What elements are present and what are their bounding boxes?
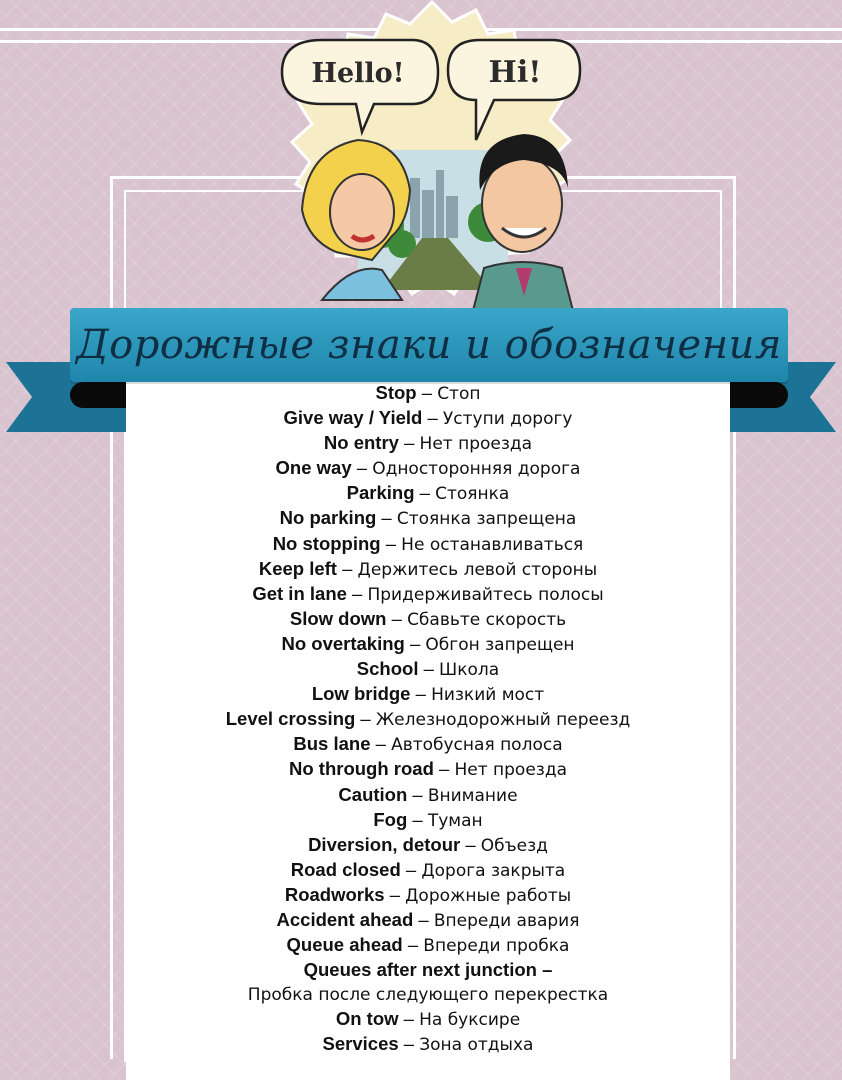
list-item <box>126 1032 730 1057</box>
term-russian: Впереди пробка <box>423 936 570 957</box>
term-russian: Внимание <box>427 785 518 806</box>
list-item <box>126 833 730 858</box>
term-english: Low bridge <box>311 683 411 705</box>
term-russian: Объезд <box>480 835 548 856</box>
term-english: Fog <box>373 808 408 830</box>
term-dash: – <box>402 934 424 956</box>
term-dash: – <box>418 658 440 680</box>
term-russian: Стоянка <box>435 484 510 505</box>
term-russian: Придерживайтесь полосы <box>367 584 604 605</box>
term-russian: Туман <box>427 810 483 831</box>
term-english: No through road <box>288 758 434 780</box>
list-item <box>126 982 730 1007</box>
term-russian: Уступи дорогу <box>442 409 573 430</box>
term-russian: Дорога закрыта <box>421 860 566 881</box>
ribbon-fold-right <box>728 382 788 408</box>
term-english: No entry <box>323 432 399 454</box>
term-dash: – <box>351 457 373 479</box>
list-item <box>126 933 730 958</box>
term-english: No overtaking <box>281 632 405 654</box>
list-item <box>126 456 730 481</box>
term-dash: – <box>398 1033 420 1055</box>
term-english: Keep left <box>258 557 337 579</box>
term-dash: – <box>398 432 420 454</box>
term-russian: Обгон запрещен <box>425 634 575 655</box>
term-russian: Железнодорожный переезд <box>375 710 631 731</box>
list-item <box>126 607 730 632</box>
term-dash: – <box>460 833 481 855</box>
list-item <box>126 481 730 506</box>
term-russian: Дорожные работы <box>405 885 572 906</box>
title-ribbon <box>70 308 788 382</box>
term-english: Diversion, detour <box>308 833 461 855</box>
term-english: Road closed <box>290 858 401 880</box>
term-dash: – <box>407 783 428 805</box>
term-dash: – <box>370 733 392 755</box>
term-dash: – <box>355 708 376 730</box>
term-russian: Низкий мост <box>431 685 545 706</box>
term-dash: – <box>400 858 422 880</box>
list-item <box>126 808 730 833</box>
term-russian: Держитесь левой стороны <box>357 559 598 580</box>
term-english: One way <box>275 457 352 479</box>
term-english: Stop <box>375 382 417 403</box>
term-russian: Впереди авария <box>433 910 580 931</box>
term-dash: – <box>414 482 436 504</box>
term-english: Caution <box>338 783 408 805</box>
term-dash: – <box>422 407 443 429</box>
list-item <box>126 406 730 431</box>
list-item <box>126 858 730 883</box>
term-english: Queue ahead <box>286 934 403 956</box>
list-item <box>126 732 730 757</box>
vocabulary-list <box>126 381 730 1058</box>
term-russian: Не останавливаться <box>401 534 584 555</box>
bubble-hello: Hello! <box>311 58 405 89</box>
term-english: On tow <box>335 1008 399 1030</box>
term-english: Queues after next junction – <box>303 959 553 981</box>
list-item <box>126 883 730 908</box>
term-dash: – <box>336 557 358 579</box>
list-item <box>126 682 730 707</box>
comic-illustration <box>262 0 602 330</box>
list-item <box>126 958 730 982</box>
term-dash: – <box>407 808 428 830</box>
term-russian: Нет проезда <box>454 760 567 781</box>
list-item <box>126 707 730 732</box>
list-item <box>126 657 730 682</box>
term-dash: – <box>413 908 434 930</box>
term-english: No parking <box>279 507 377 529</box>
term-russian: Нет проезда <box>419 434 533 455</box>
term-english: Get in lane <box>252 582 347 604</box>
term-english: School <box>356 658 419 680</box>
term-english: Level crossing <box>225 708 356 730</box>
term-english: Services <box>322 1033 399 1055</box>
term-russian: Зона отдыха <box>419 1035 534 1056</box>
list-item <box>126 532 730 557</box>
term-dash: – <box>433 758 455 780</box>
list-item <box>126 582 730 607</box>
term-english: No stopping <box>272 532 381 554</box>
list-item <box>126 1007 730 1032</box>
term-russian: На буксире <box>419 1010 521 1031</box>
page-title: Дорожные знаки и обозначения <box>76 322 782 368</box>
term-dash: – <box>346 582 368 604</box>
term-dash: – <box>398 1008 420 1030</box>
term-english: Bus lane <box>293 733 371 755</box>
term-russian: Стоп <box>437 384 481 404</box>
term-english: Give way / Yield <box>283 407 423 429</box>
list-item <box>126 431 730 456</box>
term-russian: Односторонняя дорога <box>372 459 581 480</box>
list-item <box>126 908 730 933</box>
term-russian: Стоянка запрещена <box>396 509 577 530</box>
list-item <box>126 381 730 406</box>
list-item <box>126 757 730 782</box>
term-dash: – <box>404 632 426 654</box>
term-dash: – <box>380 532 402 554</box>
term-dash: – <box>410 683 432 705</box>
term-dash: – <box>376 507 397 529</box>
term-english: Roadworks <box>284 883 385 905</box>
list-item <box>126 506 730 531</box>
term-english: Accident ahead <box>276 908 414 930</box>
term-russian: Автобусная полоса <box>391 735 563 756</box>
term-english: Slow down <box>289 607 387 629</box>
term-dash: – <box>384 883 406 905</box>
list-item <box>126 632 730 657</box>
ribbon-fold-left <box>70 382 130 408</box>
term-dash: – <box>386 607 408 629</box>
list-item <box>126 783 730 808</box>
term-russian: Школа <box>439 660 500 681</box>
term-dash: – <box>416 382 438 403</box>
bubble-hi: Hi! <box>488 55 542 90</box>
term-english: Parking <box>346 482 415 504</box>
term-russian: Пробка после следующего перекрестка <box>247 985 609 1006</box>
list-item <box>126 557 730 582</box>
term-russian: Сбавьте скорость <box>407 609 567 630</box>
